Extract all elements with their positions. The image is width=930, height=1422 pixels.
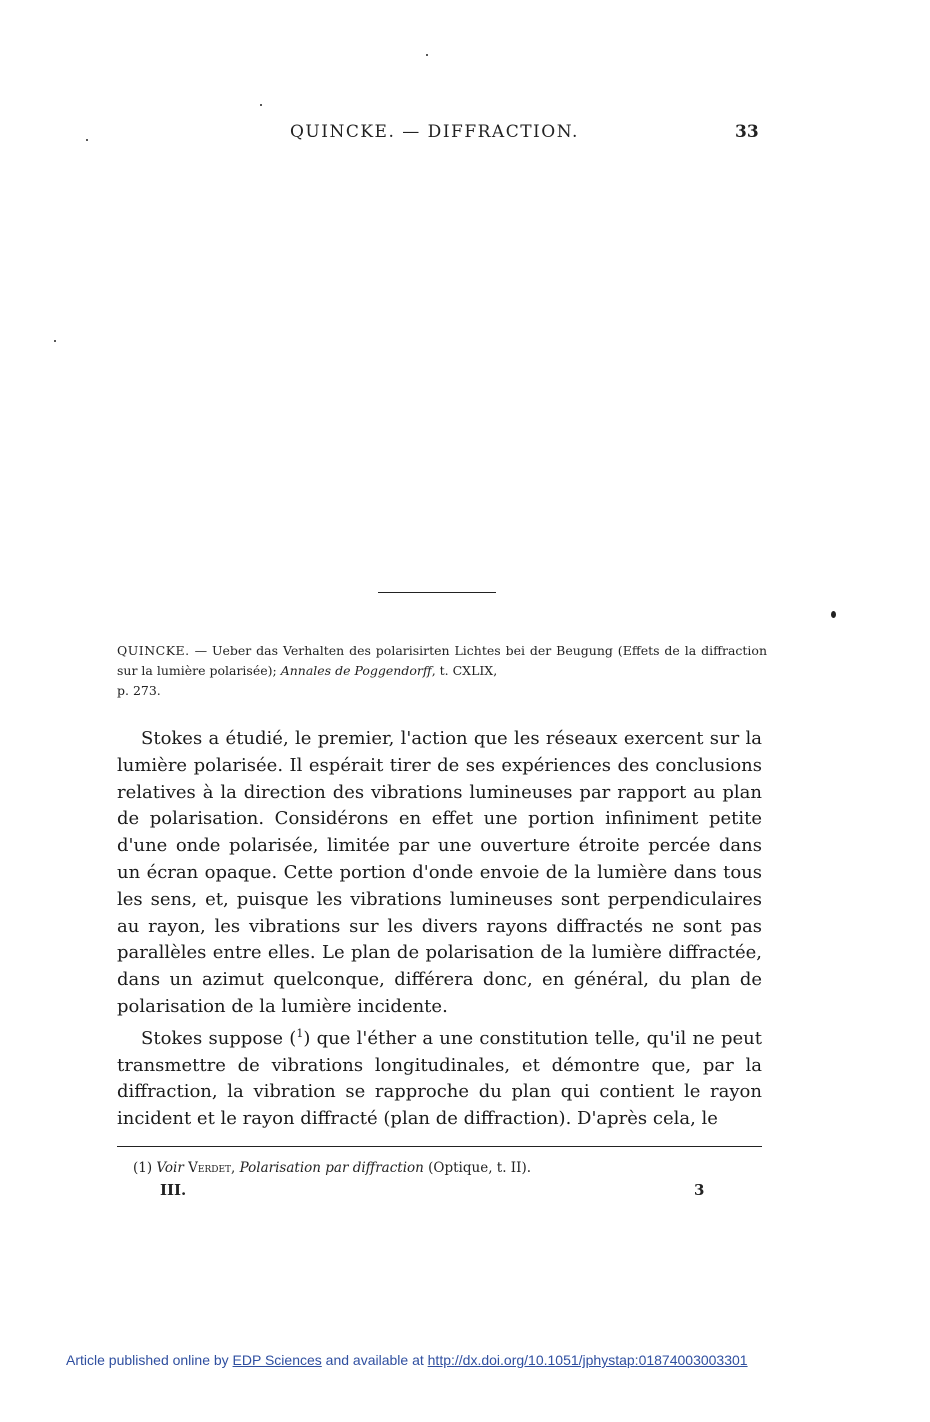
running-title: QUINCKE. — DIFFRACTION. <box>290 122 579 142</box>
publisher-link[interactable]: EDP Sciences <box>232 1352 322 1368</box>
scan-speck <box>831 611 836 618</box>
footnote-title: Polarisation par diffraction <box>239 1160 424 1176</box>
reference-journal: Annales de Poggendorff <box>280 663 432 678</box>
reference-title: — Ueber das Verhalten des polarisirten Lichtes bei der Beugung (Effets de la diffraction sur la lumière polarisée); <box>117 643 767 678</box>
footnote-voir: Voir <box>156 1160 184 1176</box>
footnote-reference[interactable]: 1 <box>296 1026 304 1040</box>
paragraph <box>117 1021 762 1133</box>
publisher-prefix: Article published online by <box>66 1352 233 1368</box>
scan-speck <box>86 139 88 141</box>
paragraph: Stokes a étudié, le premier, l'action que les réseaux exercent sur la lumière polarisée. Il espérait tirer de ses expériences des conclusions relatives à la direction des vibrations lumineuses par rapport au plan de polarisation. Considérons en effet une portion infiniment petite d'une onde polarisée, limitée par une ouverture étroite percée dans un écran opaque. Cette portion d'onde envoie de la lumière dans tous les sens, et, puisque les vibrations lumineuses sont perpendiculaires au rayon, les vibrations sur les divers rayons diffractés ne sont pas parallèles entre elles. Le plan de polarisation de la lumière diffractée, dans un azimut quelconque, différera donc, en général, du plan de polarisation de la lumière incidente. <box>117 728 762 1017</box>
scan-speck <box>426 54 428 56</box>
bibliographic-reference <box>117 641 767 701</box>
scan-speck <box>260 104 262 106</box>
paragraph-text: ) que l'éther a une constitution telle, qu'il ne peut transmettre de vibrations longitudinales, et démontre que, par la diffraction, la vibration se rapproche du plan qui contient le rayon incident et le rayon diffracté (plan de diffraction). D'après cela, le <box>117 1027 762 1130</box>
section-divider <box>378 592 496 593</box>
reference-author: QUINCKE. <box>117 643 190 658</box>
publisher-middle: and available at <box>321 1352 428 1368</box>
scan-speck <box>54 340 56 342</box>
footnote-source: (Optique, t. II). <box>428 1160 532 1176</box>
body-text <box>117 726 762 1133</box>
reference-pages: p. 273. <box>117 683 161 698</box>
volume-signature: III. <box>160 1181 187 1199</box>
page-number: 33 <box>735 122 759 142</box>
doi-link[interactable]: http://dx.doi.org/10.1051/jphystap:01874003003301 <box>427 1352 748 1368</box>
reference-volume: , t. CXLIX, <box>431 663 498 678</box>
footnote-divider <box>117 1146 762 1147</box>
sheet-signature: 3 <box>694 1181 705 1199</box>
paragraph-text: Stokes suppose ( <box>141 1027 297 1049</box>
footnote-marker: (1) <box>133 1160 153 1176</box>
footnote: (1) Voir Verdet, Polarisation par diffraction (Optique, t. II). <box>133 1160 532 1176</box>
footnote-author: Verdet <box>188 1160 232 1176</box>
publisher-notice <box>66 1352 748 1368</box>
